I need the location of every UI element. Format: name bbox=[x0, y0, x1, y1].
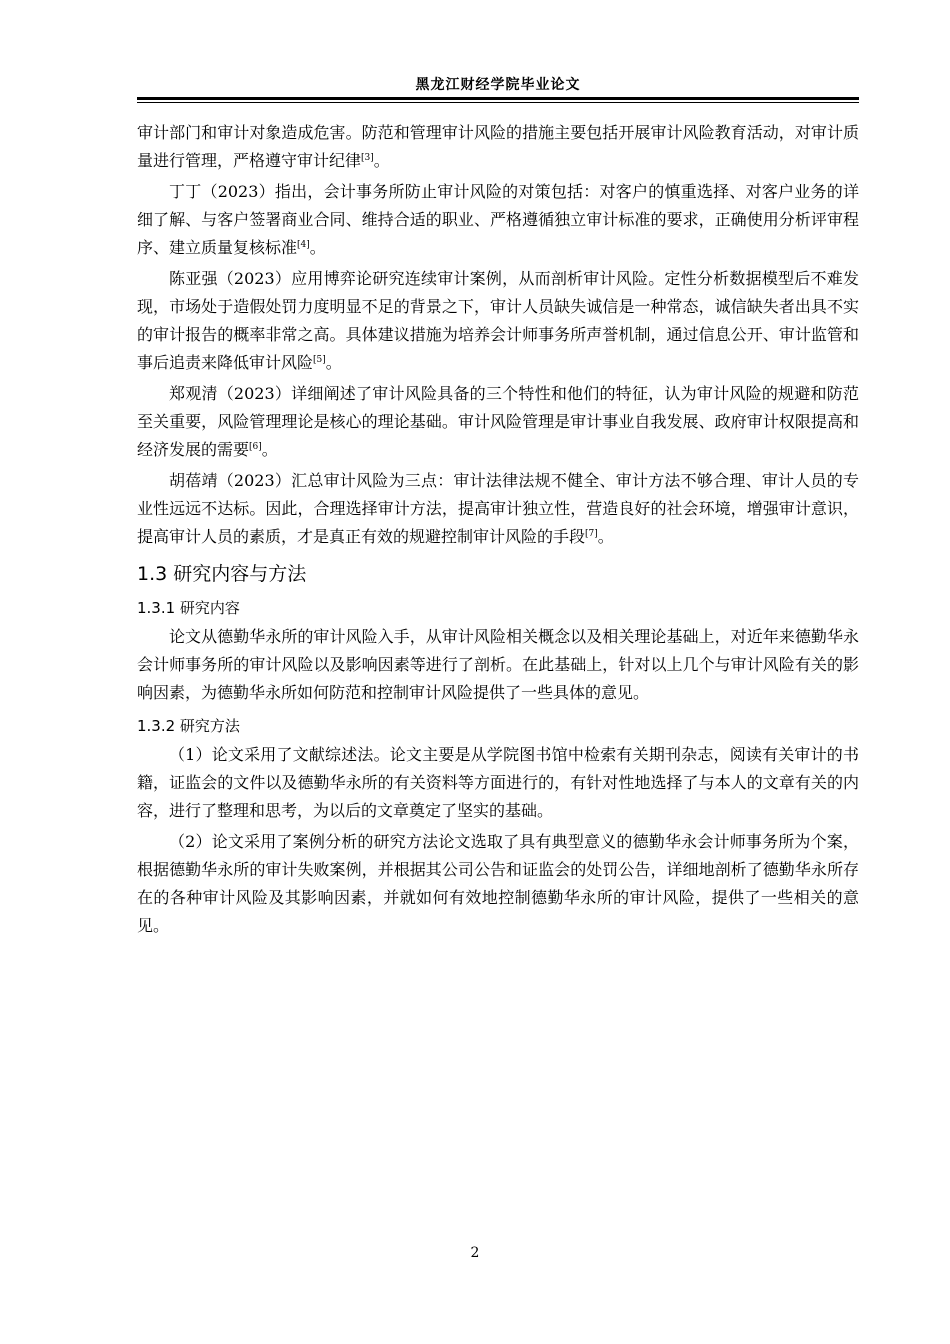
page-header-title: 黑龙江财经学院毕业论文 bbox=[415, 77, 581, 93]
paragraph-1: 审计部门和审计对象造成危害。防范和管理审计风险的措施主要包括开展审计风险教育活动，对审计质量进行管理，严格遵守审计纪律[3]。 bbox=[137, 123, 859, 170]
paragraph-3: 陈亚强（2023）应用博弈论研究连续审计案例，从而剖析审计风险。定性分析数据模型后不难发现，市场处于造假处罚力度明显不足的背景之下，审计人员缺失诚信是一种常态，诚信缺失者出具不实的审计报告的概率非常之高。具体建议措施为培养会计师事务所声誉机制，通过信息公开、审计监管和事后追责来降低审计风险[5]。 bbox=[137, 269, 859, 372]
section-heading: 1.3 研究内容与方法 bbox=[137, 563, 307, 585]
paragraph-research-content: 论文从德勤华永所的审计风险入手，从审计风险相关概念以及相关理论基础上，对近年来德勤华永会计师事务所的审计风险以及影响因素等进行了剖析。在此基础上，针对以上几个与审计风险有关的影响因素，为德勤华永所如何防范和控制审计风险提供了一些具体的意见。 bbox=[137, 627, 859, 702]
header-rule-thick bbox=[137, 97, 859, 100]
paragraph-method-1: （1）论文采用了文献综述法。论文主要是从学院图书馆中检索有关期刊杂志，阅读有关审计的书籍，证监会的文件以及德勤华永所的有关资料等方面进行的，有针对性地选择了与本人的文章有关的内容，进行了整理和思考，为以后的文章奠定了坚实的基础。 bbox=[137, 745, 859, 820]
subsection-heading-content: 1.3.1 研究内容 bbox=[137, 599, 240, 617]
citation-ref: [3] bbox=[361, 153, 374, 163]
page-number: 2 bbox=[470, 1245, 480, 1261]
citation-ref: [6] bbox=[249, 442, 262, 452]
paragraph-2: 丁丁（2023）指出，会计事务所防止审计风险的对策包括：对客户的慎重选择、对客户业务的详细了解、与客户签署商业合同、维持合适的职业、严格遵循独立审计标准的要求，正确使用分析评审程序、建立质量复核标准[4]。 bbox=[137, 182, 859, 257]
citation-ref: [5] bbox=[313, 355, 326, 365]
citation-ref: [7] bbox=[585, 529, 598, 539]
citation-ref: [4] bbox=[297, 240, 310, 250]
paragraph-4: 郑观清（2023）详细阐述了审计风险具备的三个特性和他们的特征，认为审计风险的规避和防范至关重要，风险管理理论是核心的理论基础。审计风险管理是审计事业自我发展、政府审计权限提高和经济发展的需要[6]。 bbox=[137, 384, 859, 459]
header-rule-thin bbox=[137, 102, 859, 103]
paragraph-method-2: （2）论文采用了案例分析的研究方法论文选取了具有典型意义的德勤华永会计师事务所为个案，根据德勤华永所的审计失败案例，并根据其公司公告和证监会的处罚公告，详细地剖析了德勤华永所存在的各种审计风险及其影响因素，并就如何有效地控制德勤华永所的审计风险，提供了一些相关的意见。 bbox=[137, 832, 859, 935]
paragraph-5: 胡蓓靖（2023）汇总审计风险为三点：审计法律法规不健全、审计方法不够合理、审计人员的专业性远远不达标。因此，合理选择审计方法，提高审计独立性，营造良好的社会环境，增强审计意识，提高审计人员的素质，才是真正有效的规避控制审计风险的手段[7]。 bbox=[137, 471, 859, 546]
document-body bbox=[137, 119, 859, 940]
subsection-heading-method: 1.3.2 研究方法 bbox=[137, 717, 240, 735]
